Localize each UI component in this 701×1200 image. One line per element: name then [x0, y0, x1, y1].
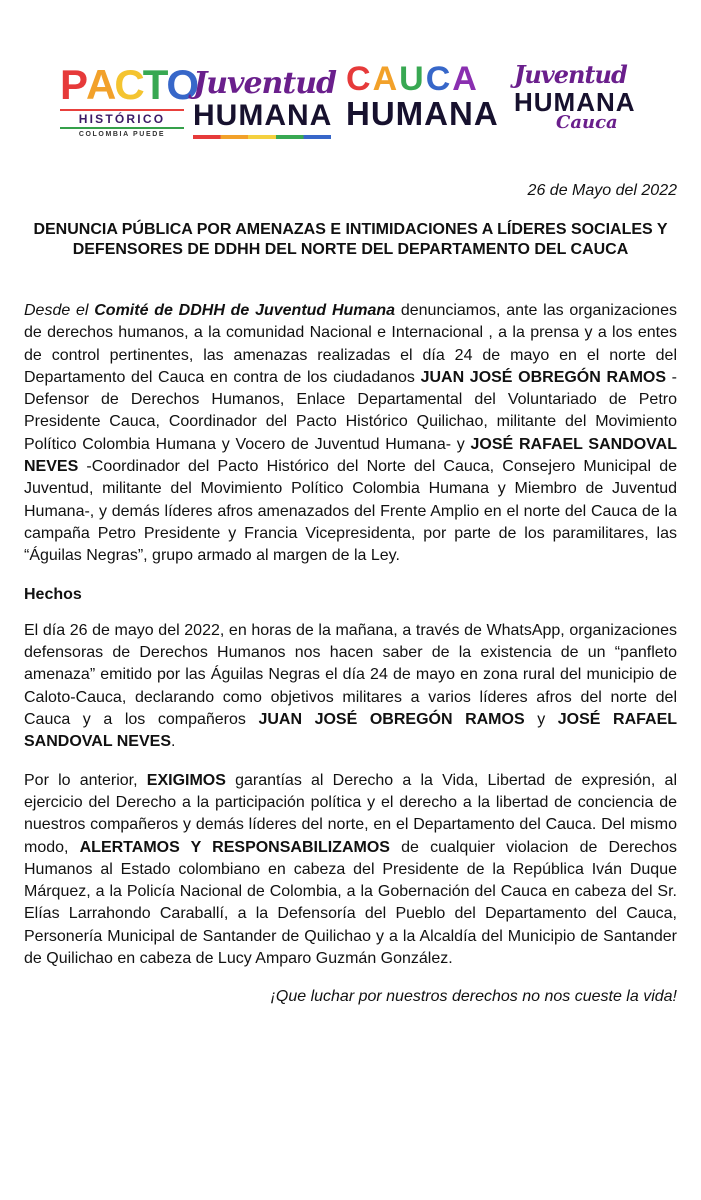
intro-text-3: -Coordinador del Pacto Histórico del Norte del Cauca, Consejero Municipal de Juventud, militante del Movimiento Político Colombia Humana y Miembro de Juventud Humana-, y demás líderes afros amenazados del Frente Amplio en el norte del Cauca de la campaña Petro Presidente y Francia Vicepresidenta, por parte de los paramilitares, las “Águilas Negras”, grupo armado al margen de la Ley.: [24, 458, 677, 565]
intro-text-2: -Defensor de Derechos Humanos, Enlace Departamental del Voluntariado de Petro Presidente Cauca, Coordinador del Pacto Histórico Quilichao, militante del Movimiento Político Colombia Humana y Vocero de Juventud Humana- y: [24, 368, 677, 453]
juventud-humana-cauca-logo: [514, 60, 644, 146]
humana-word: HUMANA: [193, 99, 333, 132]
colombia-puede-text: COLOMBIA PUEDE: [78, 131, 166, 138]
demands-exigimos: EXIGIMOS: [146, 771, 226, 789]
committee-name: Comité de DDHH de Juventud Humana: [94, 302, 396, 319]
facts-name-1: JUAN JOSÉ OBREGÓN RAMOS: [258, 711, 525, 729]
pacto-letter: T: [142, 61, 167, 108]
cauca-word: [346, 60, 511, 99]
demands-text-1: Por lo anterior,: [24, 771, 147, 789]
cauca-letter: C: [425, 60, 453, 98]
pacto-historico-text: HISTÓRICO: [60, 109, 184, 129]
paragraph-intro: [24, 300, 677, 568]
pacto-letter: A: [86, 61, 115, 108]
document-date: 26 de Mayo del 2022: [527, 182, 677, 199]
logo-banner: [0, 56, 701, 146]
facts-text-3: .: [171, 733, 176, 751]
paragraph-demands: [24, 770, 677, 971]
pacto-letter: C: [114, 61, 143, 108]
cauca-humana-logo: [346, 60, 511, 144]
intro-lead: Desde el: [24, 302, 89, 319]
facts-name-2: JOSÉ RAFAEL SANDOVAL NEVES: [24, 711, 678, 751]
pacto-letter: P: [60, 61, 87, 108]
cauca-humana-word: HUMANA: [346, 95, 499, 132]
facts-text-2: y: [524, 711, 558, 729]
intro-text-1: denunciamos, ante las organizaciones de derechos humanos, a la comunidad Nacional e Internacional , a la prensa y a los entes de control pertinentes, las amenazas realizadas el día 24 de mayo en el norte del Departamento del Cauca en contra de los ciudadanos: [24, 302, 677, 386]
demands-text-3: de cualquier violacion de Derechos Humanos al Estado colombiano en cabeza del Presidente de la República Iván Duque Márquez, a la Policía Nacional de Colombia, a la Gobernación del Cauca en cabeza del Sr. Elías Larrahondo Caraballí, a la Defensoría del Pueblo del Departamento del Cauca, Personería Municipal de Santander de Quilichao y a la Alcaldía del Municipio de Santander de Quilichao en cabeza de Lucy Amparo Guzmán González.: [24, 838, 677, 968]
document-title: DENUNCIA PÚBLICA POR AMENAZAS E INTIMIDACIONES A LÍDERES SOCIALES Y DEFENSORES DE DDHH DEL NORTE DEL DEPARTAMENTO DEL CAUCA: [33, 221, 668, 258]
juventud-humana-logo: [193, 66, 343, 146]
cauca-script: Cauca: [556, 112, 618, 133]
cauca-letter: A: [452, 60, 479, 98]
demands-alertamos: ALERTAMOS Y RESPONSABILIZAMOS: [79, 838, 390, 856]
rainbow-stripe: [193, 135, 331, 139]
pacto-historico-logo: [60, 61, 198, 144]
facts-text-1: El día 26 de mayo del 2022, en horas de la mañana, a través de WhatsApp, organizaciones defensoras de Derechos Humanos nos hacen saber de la existencia de un “panfleto amenaza” emitido por las Águilas Negras el día 24 de mayo en zona rural del municipio de Caloto-Cauca, declarando como objetivos militares a varios líderes afros del norte del Cauca y a los compañeros: [24, 621, 677, 729]
juventud-script-2: Juventud: [514, 60, 627, 89]
pacto-letter: O: [166, 61, 198, 108]
demands-text-2: garantías al Derecho a la Vida, Libertad de expresión, al ejercicio del Derecho a la participación política y el derecho a la libertad de conciencia de nuestros compañeros y demás líderes del norte, en el Departamento del Cauca. Del mismo modo,: [24, 771, 678, 856]
section-heading-hechos: Hechos: [24, 585, 82, 603]
cauca-letter: C: [346, 60, 373, 98]
person-name-2: JOSÉ RAFAEL SANDOVAL NEVES: [24, 435, 677, 476]
pacto-word: [60, 61, 198, 108]
cauca-letter: U: [399, 60, 426, 98]
humana-word-2: HUMANA: [514, 87, 636, 117]
document-body: [24, 300, 677, 1025]
person-name-1: JUAN JOSÉ OBREGÓN RAMOS: [420, 368, 667, 386]
closing-slogan: ¡Que luchar por nuestros derechos no nos cueste la vida!: [270, 988, 677, 1006]
paragraph-facts: [24, 620, 677, 754]
juventud-script: Juventud: [193, 66, 336, 101]
cauca-letter: A: [372, 60, 400, 98]
